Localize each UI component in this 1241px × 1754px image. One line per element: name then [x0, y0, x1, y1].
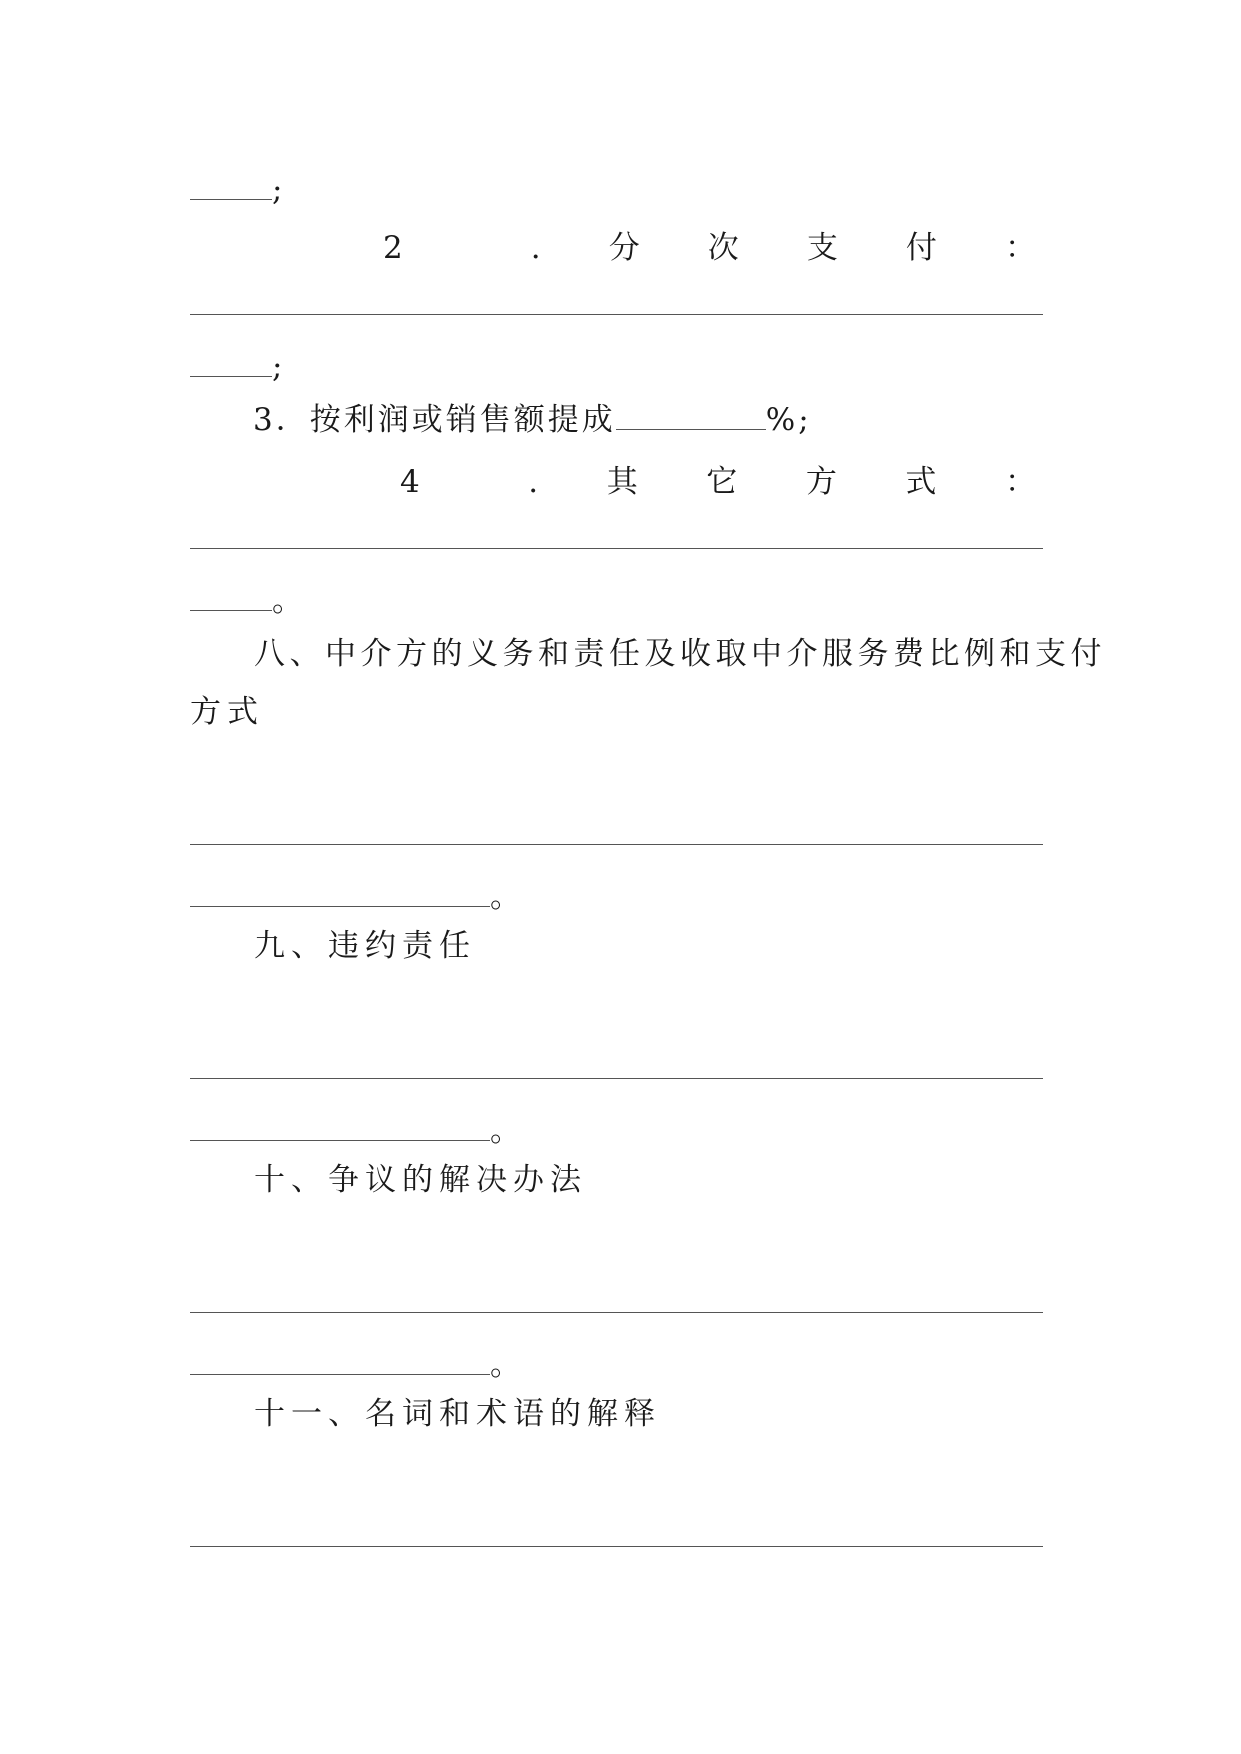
item-2-dot: .: [530, 230, 541, 266]
section-8-blank-end: [190, 877, 521, 917]
blank-rule[interactable]: [190, 314, 1043, 315]
blank-rule[interactable]: [190, 1312, 1043, 1313]
blank-line-6: [190, 581, 303, 621]
item-3-text: 3．按利润或销售额提成: [253, 402, 616, 438]
section-10-heading: 十、争议的解决办法: [254, 1162, 587, 1198]
item-2-char: 支: [806, 230, 838, 266]
blank-field[interactable]: [190, 880, 490, 907]
punctuation: ;: [272, 349, 283, 385]
punctuation: 。: [490, 1113, 521, 1149]
item-2-char: 分: [608, 230, 640, 266]
section-9-heading: 九、违约责任: [254, 928, 476, 964]
section-10-blank-end: [190, 1345, 521, 1385]
punctuation: 。: [490, 1347, 521, 1383]
blank-field[interactable]: [190, 1114, 490, 1141]
punctuation: 。: [490, 879, 521, 915]
item-4-colon: ：: [1004, 464, 1036, 500]
blank-field[interactable]: [190, 1348, 490, 1375]
item-4-char: 式: [905, 464, 937, 500]
item-2-char: 次: [707, 230, 739, 266]
blank-line-3: [190, 347, 282, 387]
punctuation: ;: [272, 172, 283, 208]
blank-field[interactable]: [190, 350, 272, 377]
section-11-heading: 十一、名词和术语的解释: [254, 1396, 661, 1432]
item-3-percent: %;: [765, 402, 812, 438]
item-3-commission: [253, 400, 812, 440]
blank-rule[interactable]: [190, 548, 1043, 549]
section-9-blank-end: [190, 1111, 521, 1151]
item-2-char: 付: [905, 230, 937, 266]
blank-rule[interactable]: [190, 1546, 1043, 1547]
item-4-number: 4: [400, 464, 420, 500]
blank-field[interactable]: [190, 173, 272, 200]
item-2-colon: ：: [1004, 230, 1036, 266]
percent-blank-field[interactable]: [616, 403, 766, 430]
item-4-dot: .: [528, 464, 539, 500]
blank-rule[interactable]: [190, 844, 1043, 845]
section-8-heading: 八、中介方的义务和责任及收取中介服务费比例和支付: [254, 636, 1106, 672]
punctuation: 。: [272, 583, 303, 619]
section-8-heading-cont: 方式: [190, 694, 264, 730]
item-4-char: 其: [606, 464, 638, 500]
item-4-other-method: [400, 462, 1036, 502]
item-4-char: 它: [706, 464, 738, 500]
blank-rule[interactable]: [190, 1078, 1043, 1079]
item-2-number: 2: [383, 230, 403, 266]
item-4-char: 方: [805, 464, 837, 500]
blank-field[interactable]: [190, 584, 272, 611]
blank-line-1: [190, 170, 282, 210]
item-2-installment-payment: [383, 228, 1036, 268]
